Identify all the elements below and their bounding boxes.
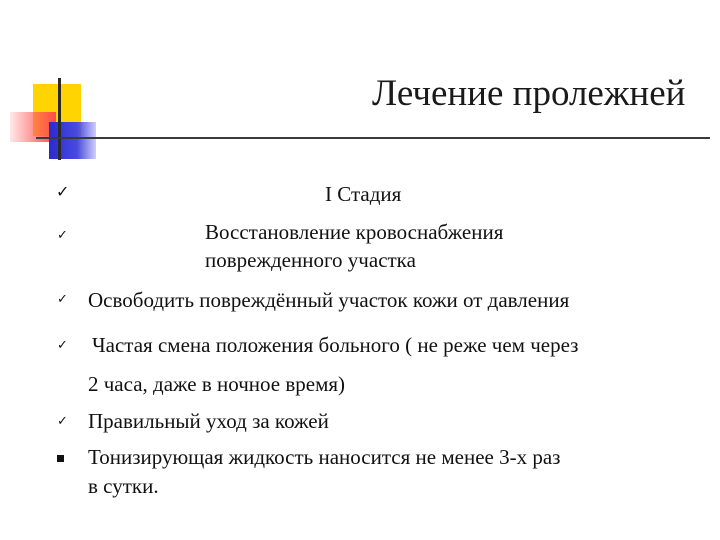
logo-vertical-line xyxy=(58,78,61,160)
check-icon: ✓ xyxy=(57,292,68,307)
restore-blood-supply-text xyxy=(205,218,503,274)
tonic-item-line-1: Тонизирующая жидкость наносится не менее 3-х раз xyxy=(88,445,561,469)
check-icon: ✓ xyxy=(57,228,68,243)
tonic-item-line-2: в сутки. xyxy=(88,474,159,498)
slide-title: Лечение пролежней xyxy=(372,73,686,114)
check-icon: ✓ xyxy=(56,182,70,201)
stage-heading: I Стадия xyxy=(325,182,402,206)
reposition-item-line-1: Частая смена положения больного ( не реже чем через xyxy=(92,333,579,357)
relieve-pressure-item: Освободить повреждённый участок кожи от давления xyxy=(88,288,570,312)
logo-blue-square xyxy=(49,122,96,159)
skin-care-item: Правильный уход за кожей xyxy=(88,409,329,433)
check-icon: ✓ xyxy=(57,414,68,429)
check-icon: ✓ xyxy=(57,338,68,353)
restore-line-1: Восстановление кровоснабжения xyxy=(205,220,504,244)
square-bullet-icon xyxy=(57,455,64,462)
title-underline xyxy=(36,137,710,139)
reposition-item-line-2: 2 часа, даже в ночное время) xyxy=(88,372,346,396)
restore-line-2: поврежденного участка xyxy=(205,248,416,272)
